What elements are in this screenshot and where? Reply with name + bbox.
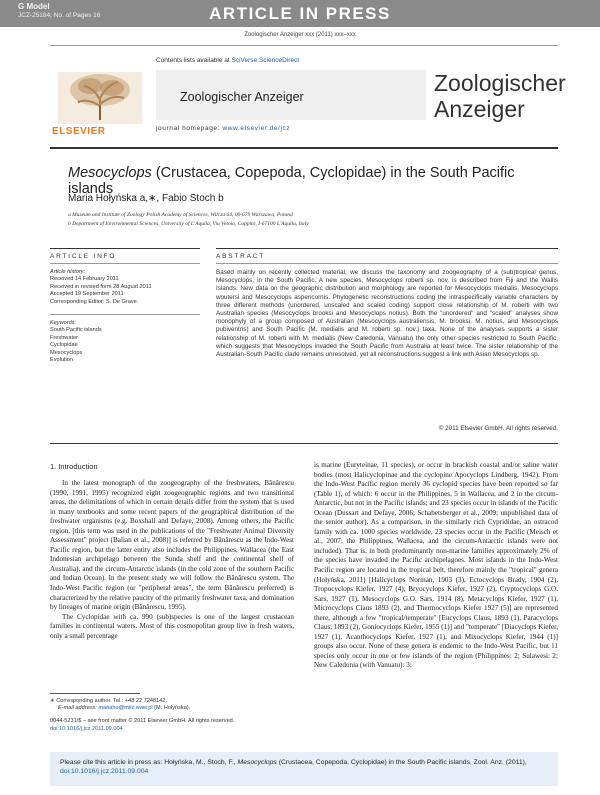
affiliation-a: a Museum and Institute of Zoology Polish Academy of Sciences, Wilcza 64, 00-679 Warszawa, Poland — [68, 212, 293, 218]
journal-citation: Zoologischer Anzeiger xxx (2011) xxx–xxx — [244, 32, 356, 38]
keyword: Evolution — [50, 357, 74, 364]
page-count: JCZ-25184; No. of Pages 16 — [18, 12, 101, 19]
cite-genus: Mesocyclops — [237, 759, 277, 766]
header-rule — [50, 147, 558, 149]
intro-paragraph-1: In the latest monograph of the zoogeography of the freshwaters, Bănărescu (1990, 1991, 1995) recognized eight zoogeographic regions and two transitional areas, the delimitations of which in certain details differ from the system that is used in many textbooks and some recent papers of the geographical distribution of the freshwater organisms (e.g. Boxshall and Defaye, 2008). Among others, the Pacific region, [this term was used in the publications of the "Freshwater Animal Diversity Assessment" project (Balian et al., 2008)] is referred by Bănărescu as the Indo-West Pacific region, but the latter entity also includes the Philippines, Wallacea (the East Indonesian archipelago between the Sunda shelf and the continental shelf of Australia), and the circum-Antarctic islands (in the cold zone of the southern Pacific and Indian Ocean). In the present study we will follow the Bănărescu system. The Indo-West Pacific region (or "peripheral areas", the term Bănărescu preferred) is characterized by the relative paucity of the primarily freshwater taxa, and domination by lineages of marine origin (Bănărescu, 1995). — [50, 479, 294, 612]
affiliation-b: b Department of Environmental Sciences, University of L'Aquila, Via Vetoio, Coppito, I-67100 L'Aquila, Italy — [68, 221, 309, 227]
intro-paragraph-2: The Cyclopidae with ca. 990 (sub)species is one of the largest crustacean families in continental waters. Most of this cosmopolitan group live in fresh waters, only a small percentage — [50, 612, 294, 640]
sciencedirect-link[interactable]: SciVerse ScienceDirect — [231, 57, 300, 64]
citation-box — [50, 752, 558, 786]
info-rule — [50, 248, 200, 249]
citation-text — [60, 758, 550, 776]
model-info — [18, 2, 100, 20]
homepage-prefix: journal homepage: — [156, 125, 223, 132]
keyword: South Pacific islands — [50, 327, 102, 334]
doi-link[interactable]: doi:10.1016/j.jcz.2011.09.004 — [50, 725, 123, 732]
keyword: Mesocyclops — [50, 349, 83, 356]
article-info-heading: ARTICLE INFO — [50, 253, 117, 260]
abstract-rule — [216, 248, 558, 249]
cite-doi-link[interactable]: doi:10.1016/j.jcz.2011.09.004 — [60, 768, 149, 775]
cite-prefix: Please cite this article in press as: Hołyńska, M., Stoch, F., — [60, 759, 238, 766]
keywords-label: Keywords: — [50, 320, 77, 327]
divider — [50, 45, 558, 46]
corresponding-author: ∗ Corresponding author. Tel.: +48 22 7248142. — [50, 698, 168, 704]
abstract-bottom-rule — [50, 443, 558, 444]
info-divider — [50, 314, 200, 315]
email-line — [50, 705, 290, 712]
abstract-rule-2 — [216, 263, 558, 264]
history-item: Corresponding Editor: S. De Grave. — [50, 298, 139, 305]
history-label: Article history: — [50, 269, 86, 275]
history-item: Received 14 February 2011 — [50, 276, 119, 283]
history-item: Accepted 19 September 2011 — [50, 291, 124, 298]
email-suffix: (M. Hołyńska). — [152, 705, 191, 712]
email-link[interactable]: mariaho@miiz.waw.pl — [98, 705, 153, 712]
homepage-link[interactable]: www.elsevier.de/jcz — [222, 125, 291, 132]
authors: Maria Hołyńska a,∗, Fabio Stoch b — [68, 193, 224, 204]
abstract-heading: ABSTRACT — [216, 253, 266, 260]
journal-logo-title — [434, 70, 566, 122]
email-label: E-mail address: — [58, 705, 99, 712]
contents-line — [156, 57, 426, 64]
abstract-copyright: © 2011 Elsevier GmbH. All rights reserved. — [438, 425, 558, 432]
contents-prefix: Contents lists available at — [156, 57, 232, 64]
intro-paragraph-3: is marine (Euryteinae, 11 species), or occur in brackish coastal and/or saline water bodies (most Halicyclopinae and the cyclopine Apocyclops Lindberg, 1942). From the Indo-West Pacific region merely 36 cyclopid species have been reported so far (Table 1), of which: 6 occur in the Philippines, 5 in Wallacea, and 2 in the circum-Antarctic, but not in the Pacific islands; and 23 species occur in islands of the Pacific Ocean (Dussart and Defaye, 2006; Schabetsberger et al., 2009; unpublished data of the senior author). As a comparison, in the similarly rich Cyprididae, an ostracod family with ca. 1000 species worldwide, 23 species occur in the Pacific (Meisch et al., 2007; the Philippines, Wallacea, and the circum-Antarctic islands were not included). That is, in both predominantly non-marine families approximately 2% of the species have invaded the Pacific archipelagoes. Most islands in the Indo-West Pacific region are located in the tropical belt, therefore mainly the "tropical" genera (Hołyńska, 2011) [Halicyclops Norman, 1903 (3), Ectocyclops Brady, 1904 (2), Tropocyclops Kiefer, 1927 (4), Bryocyclops Kiefer, 1927 (2), Cryptocyclops G.O. Sars, 1927 (1), Mesocyclops G.O. Sars, 1914 (8), Metacyclops Kiefer, 1927 (1), Microcyclops Claus 1893 (2), and Thermocyclops Kiefer 1927 (5)] are represented there, although a few "tropical/temperate" [Eucyclops Claus, 1893 (1), Paracyclops Claus, 1893 (2), Goniocyclops Kiefer, 1955 (1)] and "temperate" [Diacyclops Kiefer, 1927 (1), Acanthocyclops Kiefer, 1927 (1), and Mixocyclops Kiefer, 1944 (1)] groups also occur. None of these genera is endemic to the Indo-West Pacific, but 11 species only occur in one or few islands of the region (Philippines: 2; Sulawesi: 2; New Caledonia (with Vanuatu): 3; — [314, 461, 558, 670]
footnotes — [50, 698, 290, 733]
intro-right-column — [314, 461, 558, 671]
title-rest: (Crustacea, Copepoda, Cyclopidae) in the South Pacific islands — [68, 165, 515, 197]
keyword: Cyclopidae — [50, 342, 78, 349]
footnote-rule — [50, 693, 140, 694]
cite-middle: (Crustacea, Copepoda, Cyclopidae) in the South Pacific islands. Zool. Anz. (2011), — [276, 759, 527, 766]
history-item: Received in revised form 28 August 2011 — [50, 283, 152, 290]
title-genus: Mesocyclops — [68, 165, 152, 181]
publisher-name: ELSEVIER — [52, 126, 106, 137]
journal-homepage — [156, 125, 290, 132]
journal-logo-line1: Zoologischer — [434, 70, 566, 96]
issn-line: 0044-5231/$ – see front matter © 2011 Elsevier GmbH. All rights reserved. — [50, 718, 235, 725]
journal-name: Zoologischer Anzeiger — [180, 90, 304, 104]
article-in-press-label: ARTICLE IN PRESS — [209, 4, 391, 23]
abstract-text: Based mainly on recently collected material, we discuss the taxonomy and zoogeography of a (sub)tropical genus, Mesocyclops, in the South Pacific. A new species, Mesocyclops roberti sp. nov. is described from Fiji and the Wallis Islands. New data on the geographic distribution and morphology are reported for Mesocyclops medialis, Mesocyclops woutersi and Mesocyclops aspericornis. Phylogenetic reconstructions coding the intraspecifically variable characters by three different methods (unordered, unscaled and scaled coding) support close relationship of M. roberti with two Australian species (Mesocyclops brooksi and Mesocyclops notius). Both the "unordered" and "scaled" analyses show monophyly of a group composed of Australian (Mesocyclops australiensis, M. brooksi, M. notius, and Mesocyclops pubiventris) and South Pacific (M. medialis and M. roberti sp. nov.) taxa. None of the analyses supports a sister relationship of M. roberti with M. medialis (New Caledonia, Vanuatu) the only other species restricted to South Pacific, which suggests that Mesocyclops invaded the South Pacific from Australia at least twice. The sister relationship of the Australian-South Pacific clade remains unresolved, yet all reconstructions suggest a link with Asian Mesocyclops sp. — [216, 269, 558, 359]
info-rule-2 — [50, 263, 200, 264]
keyword: Freshwater — [50, 334, 78, 341]
model-label: G Model — [18, 2, 50, 11]
intro-left-column — [50, 479, 294, 641]
journal-logo-line2: Anzeiger — [434, 96, 525, 122]
introduction-heading: 1. Introduction — [50, 462, 98, 471]
article-info — [50, 269, 200, 364]
